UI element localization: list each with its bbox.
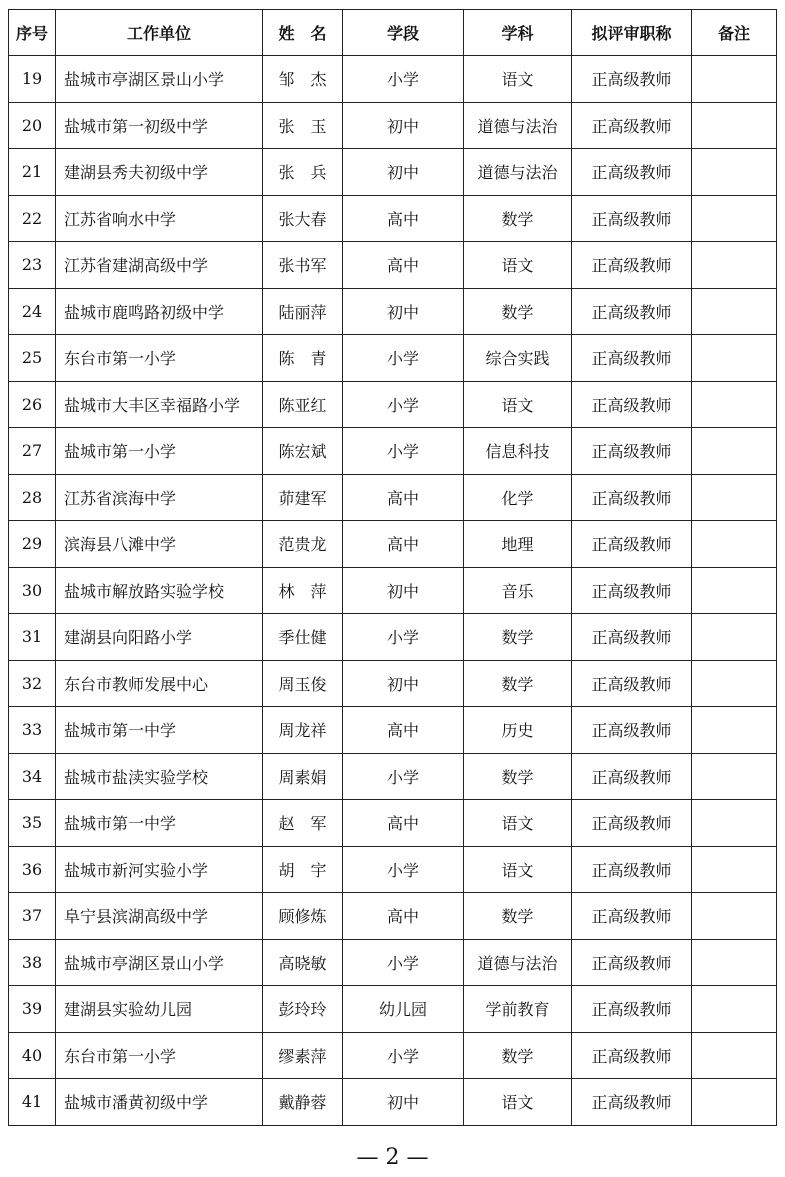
cell-remark xyxy=(692,195,777,242)
cell-name: 邹 杰 xyxy=(263,56,343,103)
cell-subject: 历史 xyxy=(464,707,572,754)
cell-name: 季仕健 xyxy=(263,614,343,661)
cell-subject: 数学 xyxy=(464,288,572,335)
header-unit: 工作单位 xyxy=(56,10,263,56)
cell-remark xyxy=(692,1032,777,1079)
cell-unit: 盐城市亭湖区景山小学 xyxy=(56,56,263,103)
cell-title: 正高级教师 xyxy=(572,846,692,893)
cell-unit: 盐城市亭湖区景山小学 xyxy=(56,939,263,986)
table-row xyxy=(9,195,777,242)
table-row xyxy=(9,335,777,382)
cell-subject: 道德与法治 xyxy=(464,102,572,149)
cell-unit: 盐城市盐渎实验学校 xyxy=(56,753,263,800)
cell-remark xyxy=(692,149,777,196)
cell-seq: 34 xyxy=(9,753,56,800)
cell-stage: 高中 xyxy=(343,521,464,568)
cell-unit: 东台市第一小学 xyxy=(56,1032,263,1079)
table-row xyxy=(9,102,777,149)
cell-unit: 盐城市解放路实验学校 xyxy=(56,567,263,614)
table-row xyxy=(9,660,777,707)
cell-subject: 综合实践 xyxy=(464,335,572,382)
cell-name: 张大春 xyxy=(263,195,343,242)
table-row xyxy=(9,707,777,754)
cell-subject: 数学 xyxy=(464,614,572,661)
cell-stage: 小学 xyxy=(343,846,464,893)
cell-subject: 化学 xyxy=(464,474,572,521)
cell-title: 正高级教师 xyxy=(572,428,692,475)
cell-stage: 高中 xyxy=(343,893,464,940)
table-row xyxy=(9,614,777,661)
cell-seq: 36 xyxy=(9,846,56,893)
cell-stage: 小学 xyxy=(343,939,464,986)
cell-seq: 26 xyxy=(9,381,56,428)
cell-remark xyxy=(692,521,777,568)
cell-stage: 小学 xyxy=(343,1032,464,1079)
cell-unit: 建湖县向阳路小学 xyxy=(56,614,263,661)
header-stage: 学段 xyxy=(343,10,464,56)
cell-unit: 盐城市鹿鸣路初级中学 xyxy=(56,288,263,335)
cell-subject: 语文 xyxy=(464,381,572,428)
cell-stage: 初中 xyxy=(343,102,464,149)
cell-seq: 31 xyxy=(9,614,56,661)
cell-stage: 高中 xyxy=(343,242,464,289)
cell-subject: 语文 xyxy=(464,56,572,103)
cell-seq: 32 xyxy=(9,660,56,707)
cell-name: 张书军 xyxy=(263,242,343,289)
teacher-title-table xyxy=(8,9,777,1126)
cell-remark xyxy=(692,893,777,940)
cell-seq: 40 xyxy=(9,1032,56,1079)
cell-subject: 学前教育 xyxy=(464,986,572,1033)
cell-unit: 阜宁县滨湖高级中学 xyxy=(56,893,263,940)
cell-remark xyxy=(692,428,777,475)
cell-stage: 小学 xyxy=(343,381,464,428)
cell-remark xyxy=(692,288,777,335)
cell-subject: 道德与法治 xyxy=(464,149,572,196)
cell-remark xyxy=(692,753,777,800)
cell-name: 陈 青 xyxy=(263,335,343,382)
table-body xyxy=(9,56,777,1126)
cell-subject: 语文 xyxy=(464,846,572,893)
cell-seq: 20 xyxy=(9,102,56,149)
cell-unit: 盐城市第一初级中学 xyxy=(56,102,263,149)
cell-name: 胡 宇 xyxy=(263,846,343,893)
cell-title: 正高级教师 xyxy=(572,800,692,847)
cell-seq: 25 xyxy=(9,335,56,382)
cell-seq: 28 xyxy=(9,474,56,521)
cell-seq: 19 xyxy=(9,56,56,103)
cell-name: 彭玲玲 xyxy=(263,986,343,1033)
header-seq: 序号 xyxy=(9,10,56,56)
cell-subject: 地理 xyxy=(464,521,572,568)
cell-unit: 江苏省建湖高级中学 xyxy=(56,242,263,289)
cell-subject: 数学 xyxy=(464,1032,572,1079)
cell-unit: 江苏省滨海中学 xyxy=(56,474,263,521)
cell-remark xyxy=(692,986,777,1033)
table-row xyxy=(9,753,777,800)
table-row xyxy=(9,893,777,940)
cell-name: 茆建军 xyxy=(263,474,343,521)
table-row xyxy=(9,939,777,986)
cell-title: 正高级教师 xyxy=(572,1032,692,1079)
cell-stage: 高中 xyxy=(343,800,464,847)
cell-stage: 小学 xyxy=(343,428,464,475)
cell-title: 正高级教师 xyxy=(572,893,692,940)
cell-subject: 道德与法治 xyxy=(464,939,572,986)
cell-name: 周玉俊 xyxy=(263,660,343,707)
cell-remark xyxy=(692,474,777,521)
cell-remark xyxy=(692,660,777,707)
cell-name: 戴静蓉 xyxy=(263,1079,343,1126)
cell-unit: 盐城市第一中学 xyxy=(56,707,263,754)
cell-stage: 小学 xyxy=(343,56,464,103)
cell-subject: 音乐 xyxy=(464,567,572,614)
cell-remark xyxy=(692,567,777,614)
cell-seq: 38 xyxy=(9,939,56,986)
header-title: 拟评审职称 xyxy=(572,10,692,56)
cell-title: 正高级教师 xyxy=(572,753,692,800)
cell-unit: 建湖县实验幼儿园 xyxy=(56,986,263,1033)
cell-stage: 初中 xyxy=(343,149,464,196)
cell-subject: 信息科技 xyxy=(464,428,572,475)
cell-subject: 数学 xyxy=(464,753,572,800)
cell-stage: 初中 xyxy=(343,660,464,707)
header-subject: 学科 xyxy=(464,10,572,56)
cell-remark xyxy=(692,381,777,428)
cell-title: 正高级教师 xyxy=(572,195,692,242)
cell-title: 正高级教师 xyxy=(572,335,692,382)
cell-stage: 初中 xyxy=(343,567,464,614)
table-row xyxy=(9,567,777,614)
table-row xyxy=(9,56,777,103)
table-row xyxy=(9,1032,777,1079)
cell-title: 正高级教师 xyxy=(572,986,692,1033)
cell-stage: 小学 xyxy=(343,614,464,661)
cell-unit: 东台市教师发展中心 xyxy=(56,660,263,707)
cell-subject: 语文 xyxy=(464,242,572,289)
cell-remark xyxy=(692,242,777,289)
cell-seq: 41 xyxy=(9,1079,56,1126)
page-number: — 2 — xyxy=(356,1145,429,1170)
cell-title: 正高级教师 xyxy=(572,474,692,521)
cell-unit: 建湖县秀夫初级中学 xyxy=(56,149,263,196)
cell-subject: 数学 xyxy=(464,195,572,242)
cell-name: 陈宏斌 xyxy=(263,428,343,475)
cell-stage: 初中 xyxy=(343,288,464,335)
cell-name: 林 萍 xyxy=(263,567,343,614)
cell-seq: 33 xyxy=(9,707,56,754)
cell-unit: 盐城市大丰区幸福路小学 xyxy=(56,381,263,428)
cell-seq: 39 xyxy=(9,986,56,1033)
cell-title: 正高级教师 xyxy=(572,567,692,614)
cell-unit: 盐城市新河实验小学 xyxy=(56,846,263,893)
cell-title: 正高级教师 xyxy=(572,56,692,103)
cell-name: 张 玉 xyxy=(263,102,343,149)
cell-stage: 初中 xyxy=(343,1079,464,1126)
table-row xyxy=(9,1079,777,1126)
cell-seq: 27 xyxy=(9,428,56,475)
cell-remark xyxy=(692,335,777,382)
table-row xyxy=(9,846,777,893)
table-row xyxy=(9,381,777,428)
cell-unit: 盐城市第一中学 xyxy=(56,800,263,847)
table-row xyxy=(9,521,777,568)
cell-title: 正高级教师 xyxy=(572,521,692,568)
table-row xyxy=(9,242,777,289)
cell-unit: 东台市第一小学 xyxy=(56,335,263,382)
cell-subject: 语文 xyxy=(464,800,572,847)
cell-remark xyxy=(692,939,777,986)
cell-seq: 21 xyxy=(9,149,56,196)
cell-name: 陈亚红 xyxy=(263,381,343,428)
cell-remark xyxy=(692,846,777,893)
cell-subject: 数学 xyxy=(464,893,572,940)
table-header xyxy=(9,10,777,56)
cell-seq: 30 xyxy=(9,567,56,614)
header-row xyxy=(9,10,777,56)
cell-name: 顾修炼 xyxy=(263,893,343,940)
cell-stage: 小学 xyxy=(343,753,464,800)
cell-title: 正高级教师 xyxy=(572,660,692,707)
cell-name: 赵 军 xyxy=(263,800,343,847)
cell-title: 正高级教师 xyxy=(572,102,692,149)
cell-unit: 江苏省响水中学 xyxy=(56,195,263,242)
table-row xyxy=(9,474,777,521)
cell-stage: 高中 xyxy=(343,474,464,521)
cell-unit: 盐城市第一小学 xyxy=(56,428,263,475)
header-remark: 备注 xyxy=(692,10,777,56)
cell-unit: 滨海县八滩中学 xyxy=(56,521,263,568)
cell-subject: 数学 xyxy=(464,660,572,707)
cell-stage: 小学 xyxy=(343,335,464,382)
cell-remark xyxy=(692,707,777,754)
cell-unit: 盐城市潘黄初级中学 xyxy=(56,1079,263,1126)
cell-name: 张 兵 xyxy=(263,149,343,196)
cell-name: 缪素萍 xyxy=(263,1032,343,1079)
cell-remark xyxy=(692,800,777,847)
cell-remark xyxy=(692,102,777,149)
cell-title: 正高级教师 xyxy=(572,707,692,754)
cell-name: 范贵龙 xyxy=(263,521,343,568)
cell-title: 正高级教师 xyxy=(572,1079,692,1126)
cell-stage: 幼儿园 xyxy=(343,986,464,1033)
cell-title: 正高级教师 xyxy=(572,288,692,335)
cell-seq: 23 xyxy=(9,242,56,289)
cell-remark xyxy=(692,1079,777,1126)
cell-title: 正高级教师 xyxy=(572,939,692,986)
cell-remark xyxy=(692,56,777,103)
cell-title: 正高级教师 xyxy=(572,381,692,428)
cell-name: 周龙祥 xyxy=(263,707,343,754)
table-row xyxy=(9,288,777,335)
cell-title: 正高级教师 xyxy=(572,242,692,289)
cell-seq: 24 xyxy=(9,288,56,335)
cell-stage: 高中 xyxy=(343,707,464,754)
cell-seq: 35 xyxy=(9,800,56,847)
table-row xyxy=(9,800,777,847)
cell-name: 周素娟 xyxy=(263,753,343,800)
cell-name: 高晓敏 xyxy=(263,939,343,986)
cell-seq: 37 xyxy=(9,893,56,940)
cell-stage: 高中 xyxy=(343,195,464,242)
cell-subject: 语文 xyxy=(464,1079,572,1126)
cell-seq: 29 xyxy=(9,521,56,568)
header-name: 姓 名 xyxy=(263,10,343,56)
cell-title: 正高级教师 xyxy=(572,614,692,661)
table-row xyxy=(9,428,777,475)
cell-remark xyxy=(692,614,777,661)
cell-seq: 22 xyxy=(9,195,56,242)
cell-name: 陆丽萍 xyxy=(263,288,343,335)
cell-title: 正高级教师 xyxy=(572,149,692,196)
table-row xyxy=(9,149,777,196)
table-row xyxy=(9,986,777,1033)
